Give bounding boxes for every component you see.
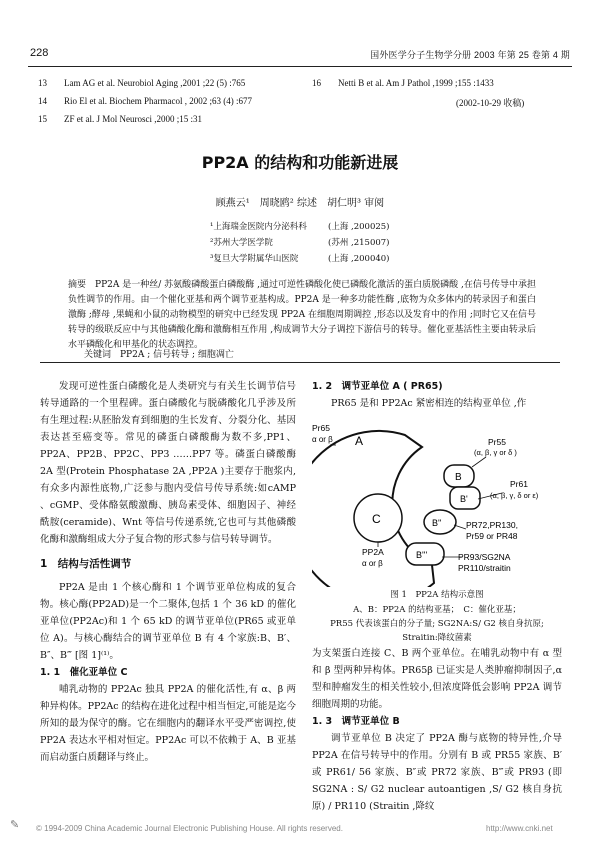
label-pp2a: PP2A bbox=[362, 547, 384, 557]
label-pr65: Pr65 bbox=[312, 423, 330, 433]
section-1-1-paragraph: 哺乳动物的 PP2Ac 独具 PP2A 的催化活性,有 α、β 两种异构体。PP2Ac 的结构在进化过程中相当恒定,可能是迄今所知的最为保守的酶。它在细胞内的翻译水平受严密调控,使 PP2A 表达水平相对恒定。PP2Ac 可以不依赖于 A、B 亚基而启动蛋白质翻译与终止。 bbox=[40, 684, 296, 763]
section-1-heading: 1 结构与活性调节 bbox=[40, 558, 132, 570]
header-rule bbox=[28, 66, 572, 67]
reference-16: 16 Netti B et al. Am J Pathol ,1999 ;155 :1433 bbox=[312, 78, 494, 88]
label-b-double-prime: B'' bbox=[432, 518, 442, 528]
label-pp2a-isoforms: α or β bbox=[362, 559, 383, 568]
label-pr59: Pr59 or PR48 bbox=[466, 531, 518, 541]
pp2a-structure-figure bbox=[312, 415, 562, 587]
section-1-3-heading: 1. 3 调节亚单位 B bbox=[312, 716, 400, 727]
received-date: (2002-10-29 收稿) bbox=[456, 98, 525, 108]
label-pr110: PR110/straitin bbox=[458, 563, 511, 573]
intro-paragraph: 发现可逆性蛋白磷酸化是人类研究与有关生长调节信号转导通路的一个里程碑。蛋白磷酸化与脱磷酸化几乎涉及所有生理过程:从胚胎发育到细胞的生长发育、分裂分化、基因表达甚至癌变等。常见的磷蛋白磷酸酶为数不多,PP1、PP2A、PP2B、PP2C、PP3 ……PP7 等。磷蛋白磷酸酶 2A 型(Protein Phosphatase 2A ,PP2A )主要存于胞浆内,有众多内源性底物,广泛参与胞内受信号传导系统:如cAMP 、cGMP、受体酪氨酸激酶、胰岛素受体、细胞因子、神经酰胺(ceramide)、Wnt 等信号传递系统,它也可与其他磷酸化酶和激酶组成大分子复合物的形式参与信号转导调节。 bbox=[40, 381, 296, 545]
figure-caption: 图 1 PP2A 结构示意图 bbox=[390, 590, 484, 600]
figure-legend-3: Straitin:降纹菌素 bbox=[402, 633, 472, 643]
section-1-2-paragraph-start: PR65 是和 PP2Ac 紧密相连的结构亚单位 ,作 bbox=[331, 398, 527, 409]
reference-13: 13 Lam AG et al. Neurobiol Aging ,2001 ;22 (5) :765 bbox=[38, 78, 246, 88]
section-1-2-heading: 1. 2 调节亚单位 A ( PR65) bbox=[312, 381, 443, 392]
abstract: 摘要 PP2A 是一种丝/ 苏氨酸磷酸蛋白磷酸酶 ,通过可逆性磷酸化使已磷酸化激活的蛋白质脱磷酸 ,在信号传导中承担负性调节的作用。由一个催化亚基和两个调节亚基构成。PP2A 是一种多功能性酶 ,底物为众多体内的转录因子和蛋白激酶 ;酵母 ,果蝇和小鼠的动物模型的研究中已经发现 PP2A 在细胞周期调控 ,形态以及发育中的作用 ;同时它又在信号转导的级联反应中与其他磷酸化酶和激酶相互作用 ,构成调节大分子调控下游信号的转导。催化亚基活性主要由转录后水平磷酸化和甲基化的状态调控。 bbox=[68, 280, 536, 350]
label-pr72: PR72,PR130, bbox=[466, 520, 518, 530]
section-1-paragraph: PP2A 是由 1 个核心酶和 1 个调节亚单位构成的复合物。核心酶(PP2AD)是一个二聚体,包括 1 个 36 kD 的催化亚单位(PP2Ac)和 1 个 65 kD 的调节亚单位(PR65 或亚单位 A)。与核心酶结合的调节亚单位 B 有 4 个家族:B、B′、B″、B‴ [图 1]⁽¹⁾。 bbox=[40, 582, 296, 661]
label-pr93: PR93/SG2NA bbox=[458, 552, 511, 562]
section-1-3-paragraph: 调节亚单位 B 决定了 PP2A 酶与底物的特异性,介导 PP2A 在信号转导中的作用。分别有 B 或 PR55 家族、B′或 PR61/ 56 家族、B″或 PR72 家族、B‴或 PR93 (即 SG2NA : S/ G2 nuclear autoantigen ,S/ G2 核自身抗原) / PR110 (Straitin ,降纹 bbox=[312, 733, 562, 812]
label-a: A bbox=[355, 434, 364, 448]
label-b-triple-prime: B''' bbox=[416, 550, 428, 560]
page-number: 228 bbox=[30, 47, 49, 59]
affiliation-2: ²苏州大学医学院 (苏州 ,215007) bbox=[210, 238, 390, 248]
label-c: C bbox=[372, 512, 381, 526]
label-b-prime: B' bbox=[460, 494, 468, 504]
figure-legend-2: PR55 代表该蛋白的分子量; SG2NA:S/ G2 核自身抗原; bbox=[330, 619, 544, 629]
section-divider bbox=[40, 362, 560, 363]
footer-url[interactable]: http://www.cnki.net bbox=[486, 824, 553, 833]
section-1-2-paragraph-cont: 为支架蛋白连接 C、B 两个亚单位。在哺乳动物中有 α 型和 β 型两种异构体。PR65β 已证实是人类肿瘤抑制因子,α 型和肿瘤发生的相关性较小,但浓度降低会影响 PP2A 调节细胞周期的功能。 bbox=[312, 648, 562, 710]
affiliation-1: ¹上海瑞金医院内分泌科科 (上海 ,200025) bbox=[210, 222, 390, 232]
figure-legend-1: A、B：PP2A 的结构亚基； C：催化亚基； bbox=[353, 605, 521, 615]
section-1-1-heading: 1. 1 催化亚单位 C bbox=[40, 667, 128, 678]
label-pr65-isoforms: α or β bbox=[312, 435, 333, 444]
label-pr61: Pr61 bbox=[510, 479, 528, 489]
label-b: B bbox=[455, 472, 462, 483]
affiliation-3: ³复旦大学附属华山医院 (上海 ,200040) bbox=[210, 254, 390, 264]
authors: 顾燕云¹ 周晓鸥² 综述 胡仁明³ 审阅 bbox=[215, 198, 385, 209]
journal-header: 国外医学分子生物学分册 2003 年第 25 卷第 4 期 bbox=[370, 50, 570, 60]
keywords: 关键词 PP2A ; 信号转导 ; 细胞凋亡 bbox=[84, 350, 234, 360]
reference-15: 15 ZF et al. J Mol Neurosci ,2000 ;15 :31 bbox=[38, 114, 202, 124]
label-pr55: Pr55 bbox=[488, 437, 506, 447]
left-column bbox=[40, 378, 296, 766]
right-column-top bbox=[312, 378, 562, 412]
article-title: PP2A 的结构和功能新进展 bbox=[201, 153, 399, 172]
label-pr61-isoforms: (α, β, γ, δ or ε) bbox=[490, 491, 539, 500]
publisher-logo-icon: ✎ bbox=[10, 818, 20, 831]
reference-14: 14 Rio El et al. Biochem Pharmacol , 2002 ;63 (4) :677 bbox=[38, 96, 252, 106]
right-column-bottom bbox=[312, 645, 562, 815]
copyright-notice: © 1994-2009 China Academic Journal Electronic Publishing House. All rights reserved. bbox=[36, 824, 343, 833]
label-pr55-isoforms: (α, β, γ or δ ) bbox=[474, 448, 517, 457]
